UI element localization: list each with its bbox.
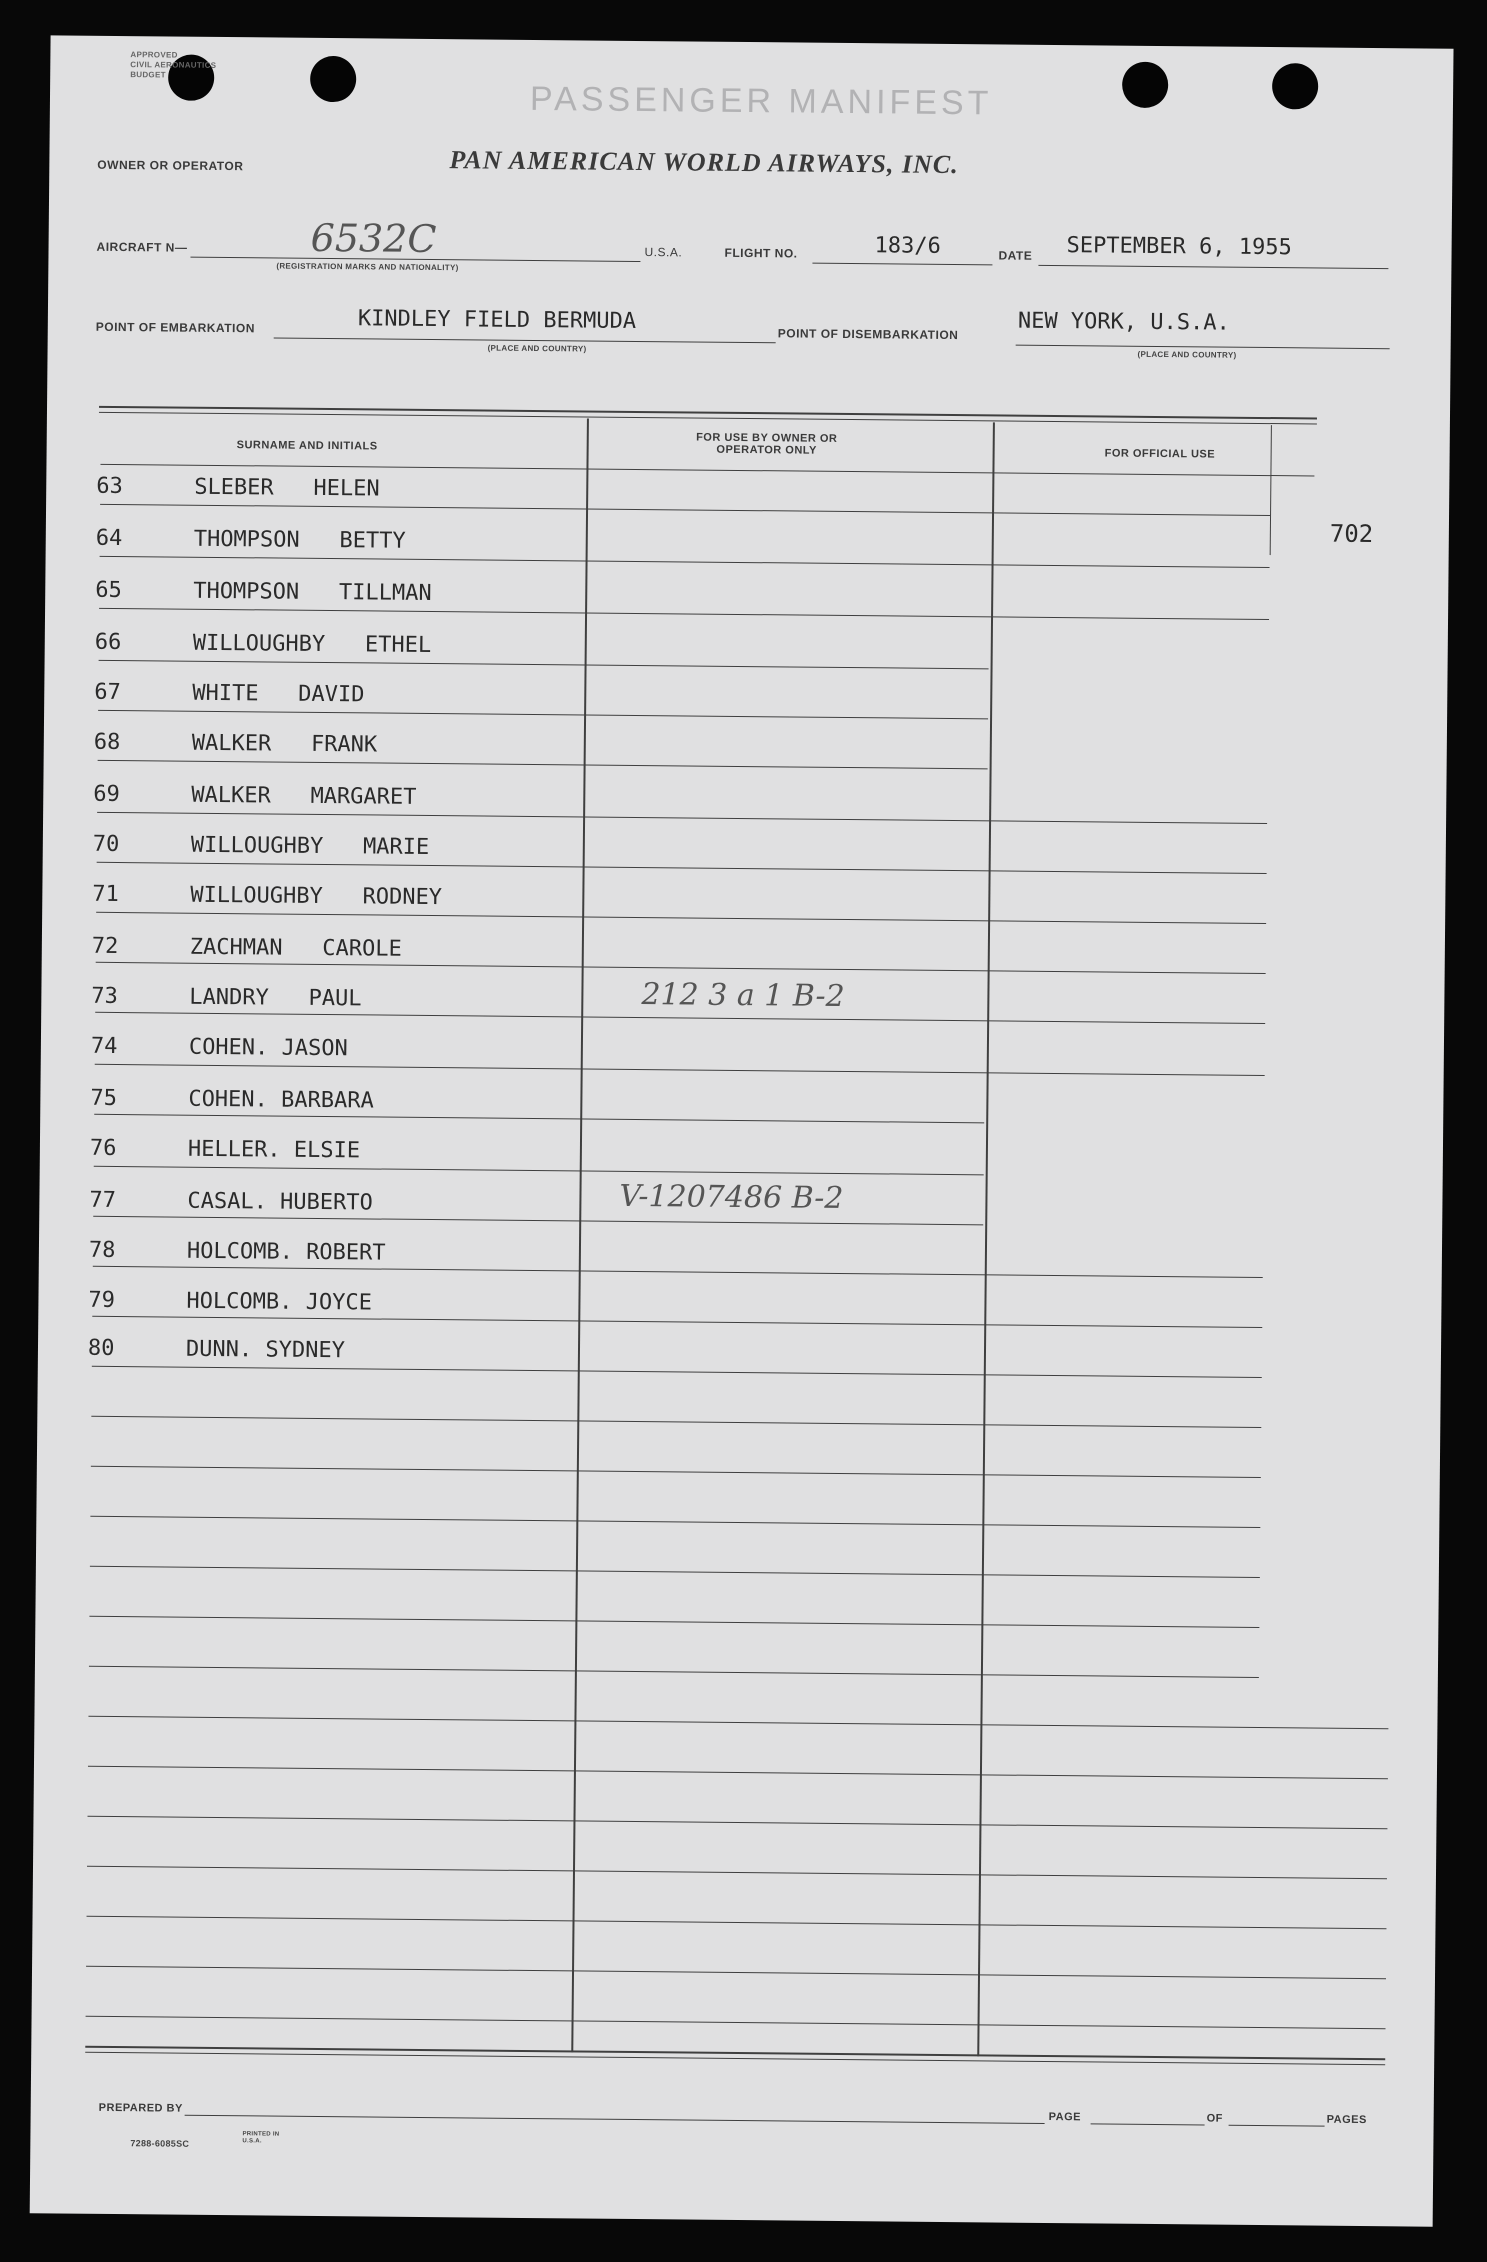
- row-rule: [92, 1316, 1262, 1328]
- row-number: 72: [91, 933, 119, 960]
- col-header-name: SURNAME AND INITIALS: [236, 439, 378, 453]
- passenger-name: WALKER MARGARET: [191, 782, 417, 810]
- row-number: 69: [93, 781, 120, 808]
- empty-row-rule: [86, 2016, 1386, 2029]
- row-number: 76: [89, 1135, 117, 1162]
- empty-row-rule: [87, 1816, 1387, 1829]
- passenger-name: THOMPSON TILLMAN: [193, 578, 432, 607]
- row-number: 68: [93, 729, 121, 756]
- passenger-name: WILLOUGHBY MARIE: [190, 832, 430, 861]
- approval-line: CIVIL AERONAUTICS: [130, 60, 217, 70]
- row-rule: [95, 1012, 1265, 1024]
- row-number: 77: [89, 1187, 117, 1214]
- owner-notation: V-1207486 B-2: [619, 1178, 844, 1216]
- aircraft-number: 6532C: [310, 215, 437, 262]
- approval-stamp: [130, 50, 216, 81]
- owner-label: OWNER OR OPERATOR: [97, 157, 244, 174]
- col-header-owner: FOR USE BY OWNER OR OPERATOR ONLY: [696, 431, 838, 457]
- empty-row-rule: [88, 1716, 1388, 1729]
- row-rule: [96, 962, 1266, 974]
- row-rule: [95, 1064, 1265, 1076]
- row-rule: [97, 862, 1267, 874]
- passenger-name: DUNN. SYDNEY: [185, 1336, 346, 1364]
- approval-line: APPROVED: [130, 50, 178, 60]
- embarkation-underline: [274, 337, 776, 343]
- date-label: DATE: [998, 248, 1033, 263]
- passenger-name: WILLOUGHBY RODNEY: [190, 882, 443, 911]
- page-underline: [1091, 2123, 1205, 2125]
- row-rule: [98, 760, 988, 770]
- row-number: 70: [92, 831, 120, 858]
- row-number: 73: [91, 983, 118, 1010]
- row-rule: [100, 556, 1270, 568]
- punch-hole: [310, 56, 356, 102]
- passenger-name: WILLOUGHBY ETHEL: [192, 630, 432, 659]
- disembarkation-underline: [1016, 345, 1390, 350]
- flight-number: 183/6: [874, 233, 941, 259]
- passenger-name: HELLER. ELSIE: [187, 1136, 361, 1164]
- row-rule: [99, 608, 1269, 620]
- row-rule: [92, 1366, 1262, 1378]
- row-number: 78: [88, 1237, 116, 1264]
- flight-underline: [812, 263, 992, 266]
- side-page-number: 702: [1329, 519, 1374, 549]
- flight-label: FLIGHT NO.: [724, 245, 798, 261]
- printed-in-usa: PRINTED IN U.S.A.: [242, 2131, 280, 2145]
- passenger-name: SLEBER HELEN: [194, 474, 380, 502]
- empty-row-rule: [87, 1866, 1387, 1879]
- empty-row-rule: [88, 1766, 1388, 1779]
- disembarkation-caption: (PLACE AND COUNTRY): [1137, 349, 1237, 360]
- embarkation-point: KINDLEY FIELD BERMUDA: [357, 306, 637, 334]
- header-bottom-rule: [100, 464, 1314, 477]
- manifest-sheet: [30, 35, 1454, 2226]
- flight-date: SEPTEMBER 6, 1955: [1066, 233, 1292, 261]
- empty-row-rule: [90, 1566, 1260, 1578]
- approval-line: BUDGET: [130, 70, 166, 80]
- empty-row-rule: [87, 1916, 1387, 1929]
- of-label: OF: [1206, 2112, 1223, 2125]
- row-number: 63: [96, 473, 123, 500]
- column-divider: [1270, 425, 1272, 555]
- row-rule: [93, 1266, 1263, 1278]
- empty-row-rule: [89, 1616, 1259, 1628]
- passenger-name: HOLCOMB. JOYCE: [186, 1288, 372, 1316]
- row-number: 75: [90, 1085, 118, 1112]
- form-number: 7288-6085SC: [130, 2138, 190, 2149]
- row-number: 80: [87, 1335, 115, 1362]
- prepared-by-label: PREPARED BY: [98, 2101, 183, 2115]
- row-number: 79: [88, 1287, 116, 1314]
- row-rule: [93, 1216, 983, 1226]
- empty-row-rule: [90, 1516, 1260, 1528]
- form-title: PASSENGER MANIFEST: [529, 79, 993, 123]
- disembarkation-label: POINT OF DISEMBARKATION: [777, 326, 959, 343]
- owner-notation: 212 3 a 1 B-2: [641, 977, 845, 1014]
- aircraft-label: AIRCRAFT N—: [96, 239, 188, 255]
- row-number: 74: [90, 1033, 118, 1060]
- passenger-name: CASAL. HUBERTO: [187, 1188, 373, 1216]
- airline-name: PAN AMERICAN WORLD AIRWAYS, INC.: [449, 145, 959, 180]
- registration-caption: (REGISTRATION MARKS AND NATIONALITY): [276, 261, 459, 273]
- empty-row-rule: [89, 1666, 1259, 1678]
- disembarkation-point: NEW YORK, U.S.A.: [1017, 308, 1230, 336]
- page-label: PAGE: [1048, 2111, 1082, 2124]
- date-underline: [1038, 265, 1388, 269]
- passenger-name: WHITE DAVID: [192, 680, 365, 708]
- table-top-rule: [99, 412, 1317, 425]
- row-rule: [98, 710, 988, 720]
- row-number: 66: [94, 629, 122, 656]
- pages-label: PAGES: [1326, 2113, 1367, 2127]
- col-header-official: FOR OFFICIAL USE: [1104, 447, 1216, 461]
- usa-label: U.S.A.: [644, 245, 683, 260]
- empty-row-rule: [91, 1466, 1261, 1478]
- row-rule: [96, 912, 1266, 924]
- row-rule: [94, 1114, 984, 1124]
- row-rule: [97, 812, 1267, 824]
- passenger-name: ZACHMAN CAROLE: [189, 934, 402, 962]
- empty-row-rule: [86, 1966, 1386, 1979]
- of-underline: [1229, 2125, 1325, 2127]
- row-number: 64: [95, 525, 123, 552]
- prepared-by-underline: [185, 2115, 1045, 2124]
- punch-hole: [1122, 62, 1168, 108]
- row-rule: [100, 504, 1270, 516]
- row-number: 67: [94, 679, 121, 706]
- passenger-name: THOMPSON BETTY: [193, 526, 406, 554]
- embarkation-label: POINT OF EMBARKATION: [95, 319, 255, 336]
- passenger-name: LANDRY PAUL: [189, 984, 362, 1012]
- row-number: 71: [92, 881, 119, 908]
- passenger-name: COHEN. BARBARA: [188, 1086, 374, 1114]
- passenger-name: COHEN. JASON: [188, 1034, 348, 1062]
- embarkation-caption: (PLACE AND COUNTRY): [487, 343, 587, 354]
- punch-hole: [1272, 63, 1318, 109]
- passenger-name: WALKER FRANK: [191, 730, 378, 758]
- row-number: 65: [95, 577, 122, 604]
- row-rule: [99, 660, 989, 670]
- row-rule: [94, 1166, 984, 1176]
- empty-row-rule: [91, 1416, 1261, 1428]
- passenger-name: HOLCOMB. ROBERT: [186, 1238, 386, 1266]
